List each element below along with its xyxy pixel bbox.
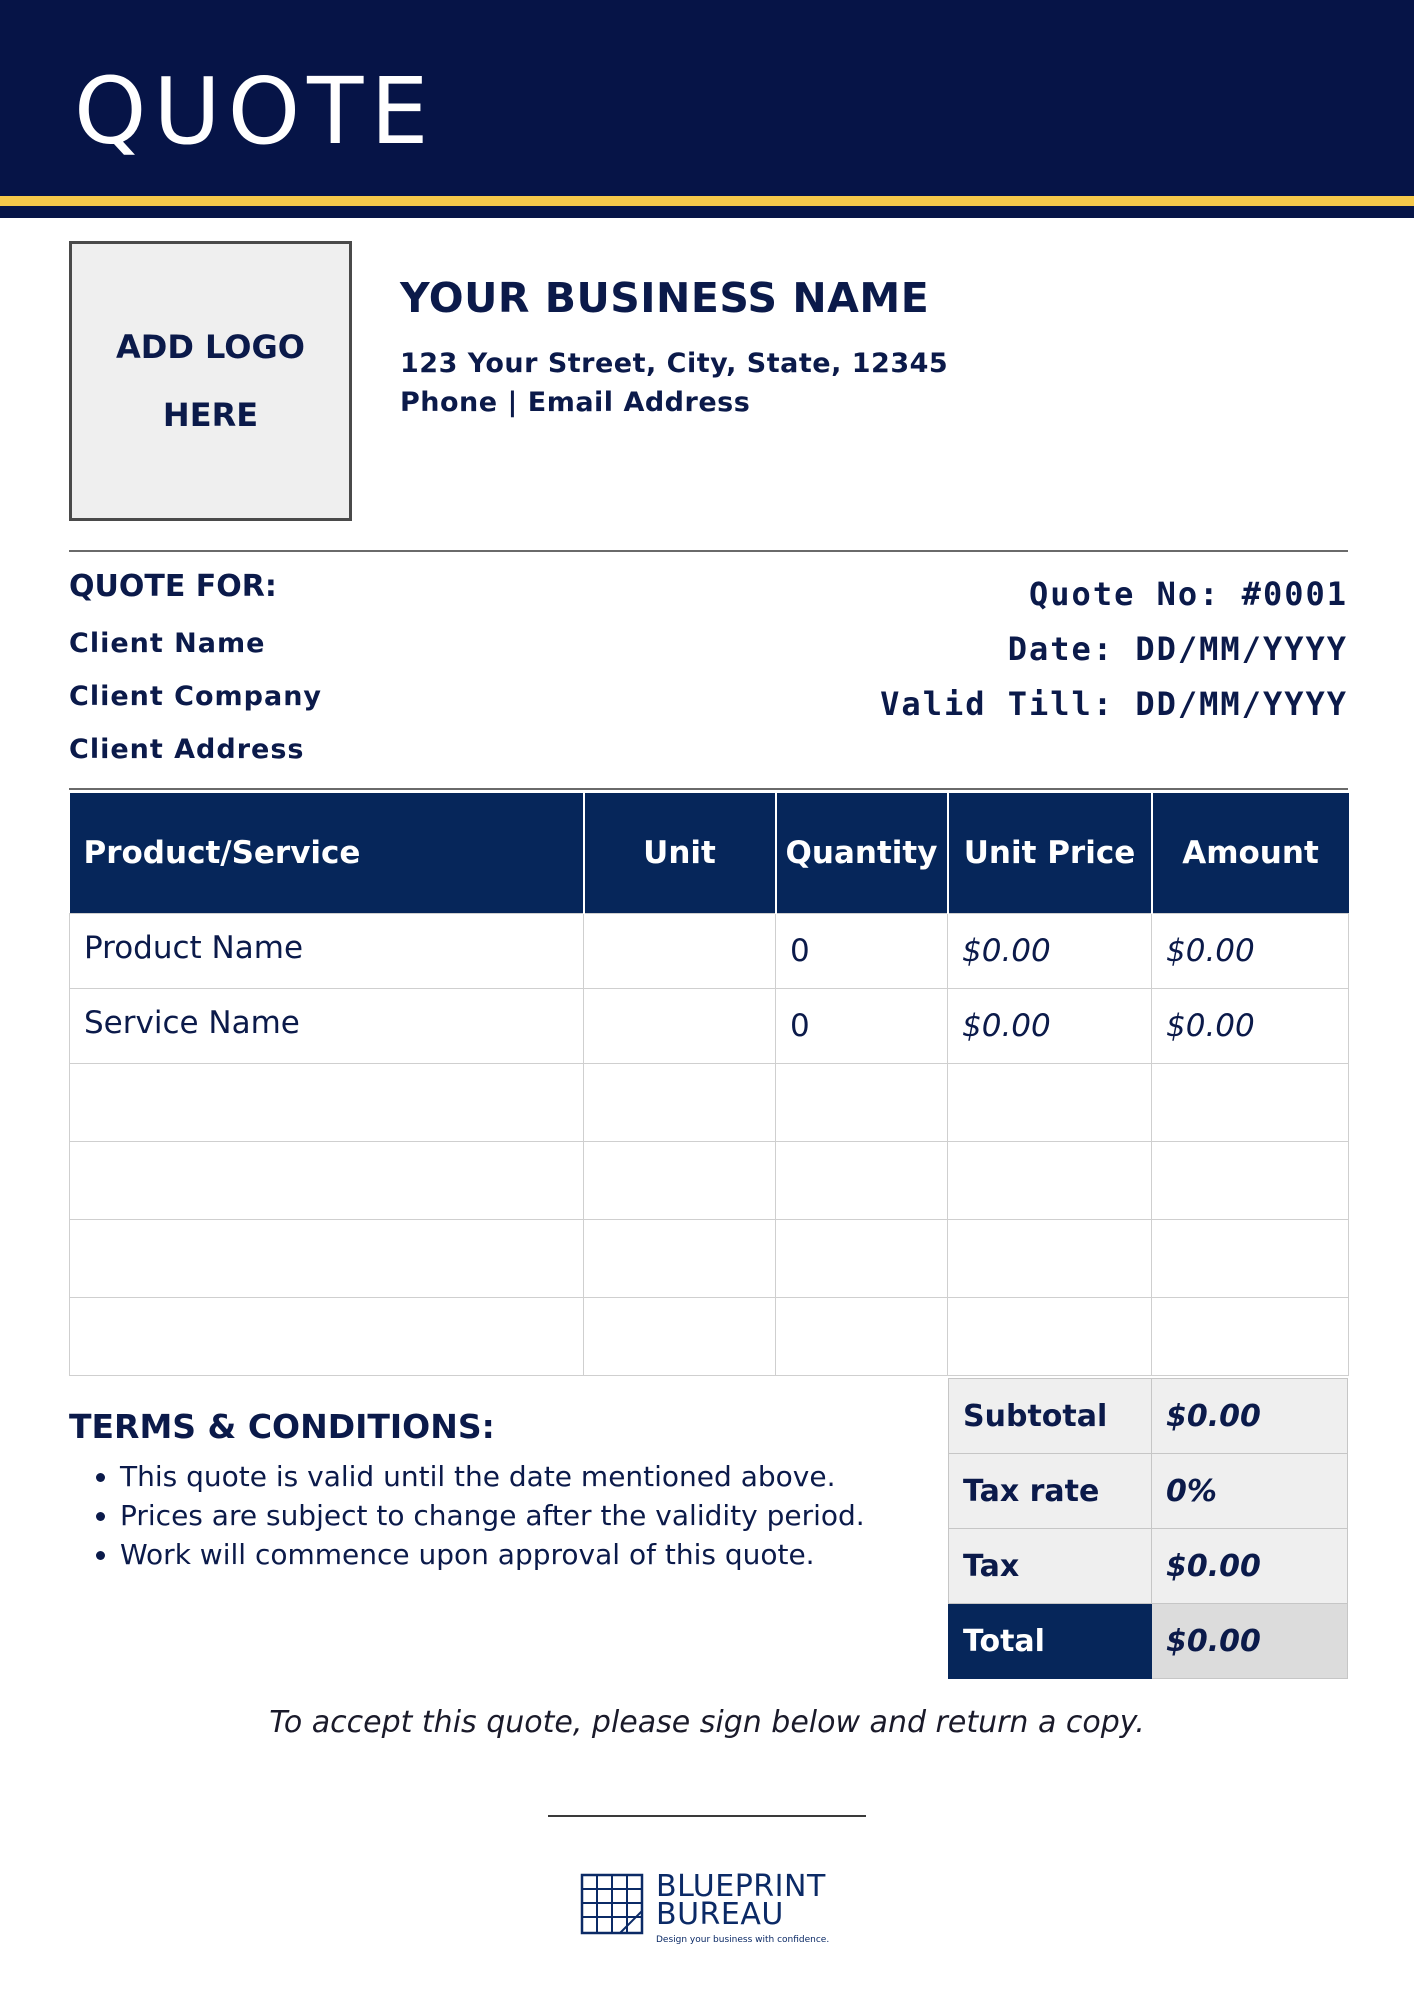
terms-list (120, 1457, 920, 1574)
empty-cell[interactable] (584, 1219, 776, 1297)
item-name[interactable]: Product Name (70, 913, 584, 988)
table-row (70, 988, 1349, 1063)
table-row-empty (70, 1141, 1349, 1219)
subtotal-row (949, 1379, 1348, 1454)
empty-cell[interactable] (776, 1141, 948, 1219)
empty-cell[interactable] (584, 1063, 776, 1141)
brand-name-line1: BLUEPRINT (656, 1869, 826, 1904)
client-name: Client Name (69, 628, 266, 659)
column-header-quantity: Quantity (776, 793, 948, 913)
grid-logo-icon (580, 1873, 644, 1935)
brand-name-line2: BUREAU (656, 1897, 784, 1932)
tax-rate-value[interactable]: 0% (1152, 1454, 1348, 1529)
empty-cell[interactable] (776, 1063, 948, 1141)
client-company: Client Company (69, 681, 323, 712)
accent-stripe (0, 196, 1414, 206)
divider (69, 788, 1348, 790)
tax-value[interactable]: $0.00 (1152, 1529, 1348, 1604)
empty-cell[interactable] (1152, 1141, 1349, 1219)
client-address: Client Address (69, 734, 305, 765)
quote-valid-till: Valid Till: DD/MM/YYYY (880, 685, 1348, 723)
empty-cell[interactable] (70, 1297, 584, 1375)
document-title: QUOTE (74, 58, 436, 165)
business-address: 123 Your Street, City, State, 12345 (400, 348, 949, 379)
empty-cell[interactable] (70, 1141, 584, 1219)
total-label: Total (949, 1604, 1152, 1679)
column-header-unit-price: Unit Price (948, 793, 1152, 913)
totals-table (948, 1378, 1348, 1679)
empty-cell[interactable] (948, 1297, 1152, 1375)
column-header-product: Product/Service (70, 793, 584, 913)
terms-item: • This quote is valid until the date mentioned above. (120, 1457, 920, 1496)
tax-rate-label: Tax rate (949, 1454, 1152, 1529)
item-quantity[interactable]: 0 (776, 913, 948, 988)
total-value[interactable]: $0.00 (1152, 1604, 1348, 1679)
empty-cell[interactable] (948, 1063, 1152, 1141)
table-row-empty (70, 1063, 1349, 1141)
tax-rate-row (949, 1454, 1348, 1529)
empty-cell[interactable] (1152, 1297, 1349, 1375)
item-unit[interactable] (584, 988, 776, 1063)
divider (69, 550, 1348, 552)
column-header-unit: Unit (584, 793, 776, 913)
item-name[interactable]: Service Name (70, 988, 584, 1063)
tax-row (949, 1529, 1348, 1604)
total-row (949, 1604, 1348, 1679)
table-row-empty (70, 1219, 1349, 1297)
column-header-amount: Amount (1152, 793, 1349, 913)
terms-item: • Prices are subject to change after the validity period. (120, 1496, 920, 1535)
terms-item: • Work will commence upon approval of this quote. (120, 1535, 920, 1574)
empty-cell[interactable] (776, 1219, 948, 1297)
brand-logo (580, 1870, 840, 1950)
empty-cell[interactable] (776, 1297, 948, 1375)
item-unit-price[interactable]: $0.00 (948, 988, 1152, 1063)
signature-line[interactable] (548, 1815, 866, 1817)
items-header-row (70, 793, 1349, 913)
empty-cell[interactable] (584, 1297, 776, 1375)
acceptance-note: To accept this quote, please sign below and return a copy. (269, 1705, 1145, 1740)
table-row-empty (70, 1297, 1349, 1375)
empty-cell[interactable] (948, 1141, 1152, 1219)
items-table (69, 793, 1349, 1376)
logo-placeholder[interactable] (69, 241, 352, 521)
empty-cell[interactable] (584, 1141, 776, 1219)
item-amount[interactable]: $0.00 (1152, 913, 1349, 988)
logo-placeholder-text: ADD LOGO HERE (116, 328, 305, 434)
item-unit-price[interactable]: $0.00 (948, 913, 1152, 988)
quote-number: Quote No: #0001 (1029, 575, 1348, 613)
business-contact: Phone | Email Address (400, 387, 751, 418)
table-row (70, 913, 1349, 988)
quote-date: Date: DD/MM/YYYY (1007, 630, 1348, 668)
item-quantity[interactable]: 0 (776, 988, 948, 1063)
empty-cell[interactable] (70, 1219, 584, 1297)
header-underline (0, 206, 1414, 218)
quote-for-heading: QUOTE FOR: (69, 569, 277, 604)
brand-tagline: Design your business with confidence. (656, 1935, 830, 1945)
tax-label: Tax (949, 1529, 1152, 1604)
item-amount[interactable]: $0.00 (1152, 988, 1349, 1063)
business-name: YOUR BUSINESS NAME (400, 274, 930, 322)
terms-heading: TERMS & CONDITIONS: (69, 1407, 495, 1446)
subtotal-value[interactable]: $0.00 (1152, 1379, 1348, 1454)
empty-cell[interactable] (1152, 1063, 1349, 1141)
empty-cell[interactable] (1152, 1219, 1349, 1297)
item-unit[interactable] (584, 913, 776, 988)
subtotal-label: Subtotal (949, 1379, 1152, 1454)
empty-cell[interactable] (948, 1219, 1152, 1297)
empty-cell[interactable] (70, 1063, 584, 1141)
